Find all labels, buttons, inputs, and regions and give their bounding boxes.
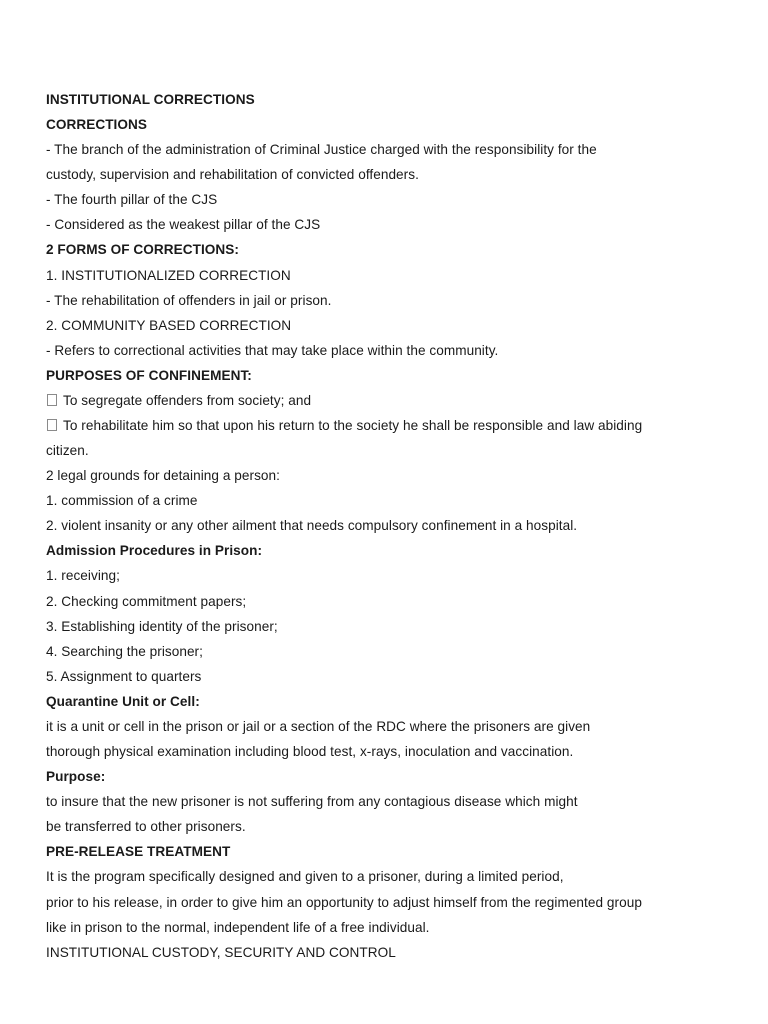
fourth-pillar-line: - The fourth pillar of the CJS <box>46 192 218 208</box>
missing-glyph-icon <box>47 394 57 406</box>
heading-forms-of-corrections: 2 FORMS OF CORRECTIONS: <box>46 242 239 258</box>
admission-step-2: 2. Checking commitment papers; <box>46 593 247 609</box>
purpose-item-1 <box>46 388 726 413</box>
heading-institutional-custody: INSTITUTIONAL CUSTODY, SECURITY AND CONTROL <box>46 944 396 960</box>
document-page <box>46 87 726 965</box>
prerelease-text-line-1: It is the program specifically designed and given to a prisoner, during a limited period, <box>46 869 564 885</box>
form-1-description: - The rehabilitation of offenders in jail or prison. <box>46 292 332 308</box>
purpose-text-line-1: to insure that the new prisoner is not suffering from any contagious disease which might <box>46 794 578 810</box>
admission-step-5: 5. Assignment to quarters <box>46 668 202 684</box>
form-2-description: - Refers to correctional activities that may take place within the community. <box>46 342 499 358</box>
purpose-item-2 <box>46 413 726 438</box>
heading-quarantine-unit: Quarantine Unit or Cell: <box>46 693 200 709</box>
legal-grounds-intro: 2 legal grounds for detaining a person: <box>46 468 280 484</box>
form-2-title: 2. COMMUNITY BASED CORRECTION <box>46 317 292 333</box>
admission-step-1: 1. receiving; <box>46 568 120 584</box>
quarantine-text-line-1: it is a unit or cell in the prison or jail or a section of the RDC where the prisoners are given <box>46 718 591 734</box>
corrections-definition-line-1: - The branch of the administration of Criminal Justice charged with the responsibility for the <box>46 142 597 158</box>
heading-pre-release-treatment: PRE-RELEASE TREATMENT <box>46 844 231 860</box>
heading-purposes-of-confinement: PURPOSES OF CONFINEMENT: <box>46 367 252 383</box>
prerelease-text-line-2: prior to his release, in order to give him an opportunity to adjust himself from the regimented group <box>46 894 642 910</box>
legal-ground-1: 1. commission of a crime <box>46 493 198 509</box>
document-title: INSTITUTIONAL CORRECTIONS <box>46 92 255 107</box>
admission-step-4: 4. Searching the prisoner; <box>46 643 203 659</box>
heading-admission-procedures: Admission Procedures in Prison: <box>46 543 263 559</box>
purpose-item-2-continued: citizen. <box>46 443 89 459</box>
quarantine-text-line-2: thorough physical examination including blood test, x-rays, inoculation and vaccination. <box>46 744 574 760</box>
purpose-item-1-text: To segregate offenders from society; and <box>63 392 312 408</box>
heading-purpose: Purpose: <box>46 769 106 785</box>
weakest-pillar-line: - Considered as the weakest pillar of the CJS <box>46 217 321 233</box>
purpose-item-2-text: To rehabilitate him so that upon his return to the society he shall be responsible and law abiding <box>63 418 643 434</box>
form-1-title: 1. INSTITUTIONALIZED CORRECTION <box>46 267 291 283</box>
missing-glyph-icon <box>47 419 57 431</box>
prerelease-text-line-3: like in prison to the normal, independent life of a free individual. <box>46 919 430 935</box>
corrections-definition-line-2: custody, supervision and rehabilitation of convicted offenders. <box>46 167 419 183</box>
legal-ground-2: 2. violent insanity or any other ailment that needs compulsory confinement in a hospital. <box>46 518 578 534</box>
admission-step-3: 3. Establishing identity of the prisoner; <box>46 618 278 634</box>
heading-corrections: CORRECTIONS <box>46 117 147 133</box>
purpose-text-line-2: be transferred to other prisoners. <box>46 819 246 835</box>
